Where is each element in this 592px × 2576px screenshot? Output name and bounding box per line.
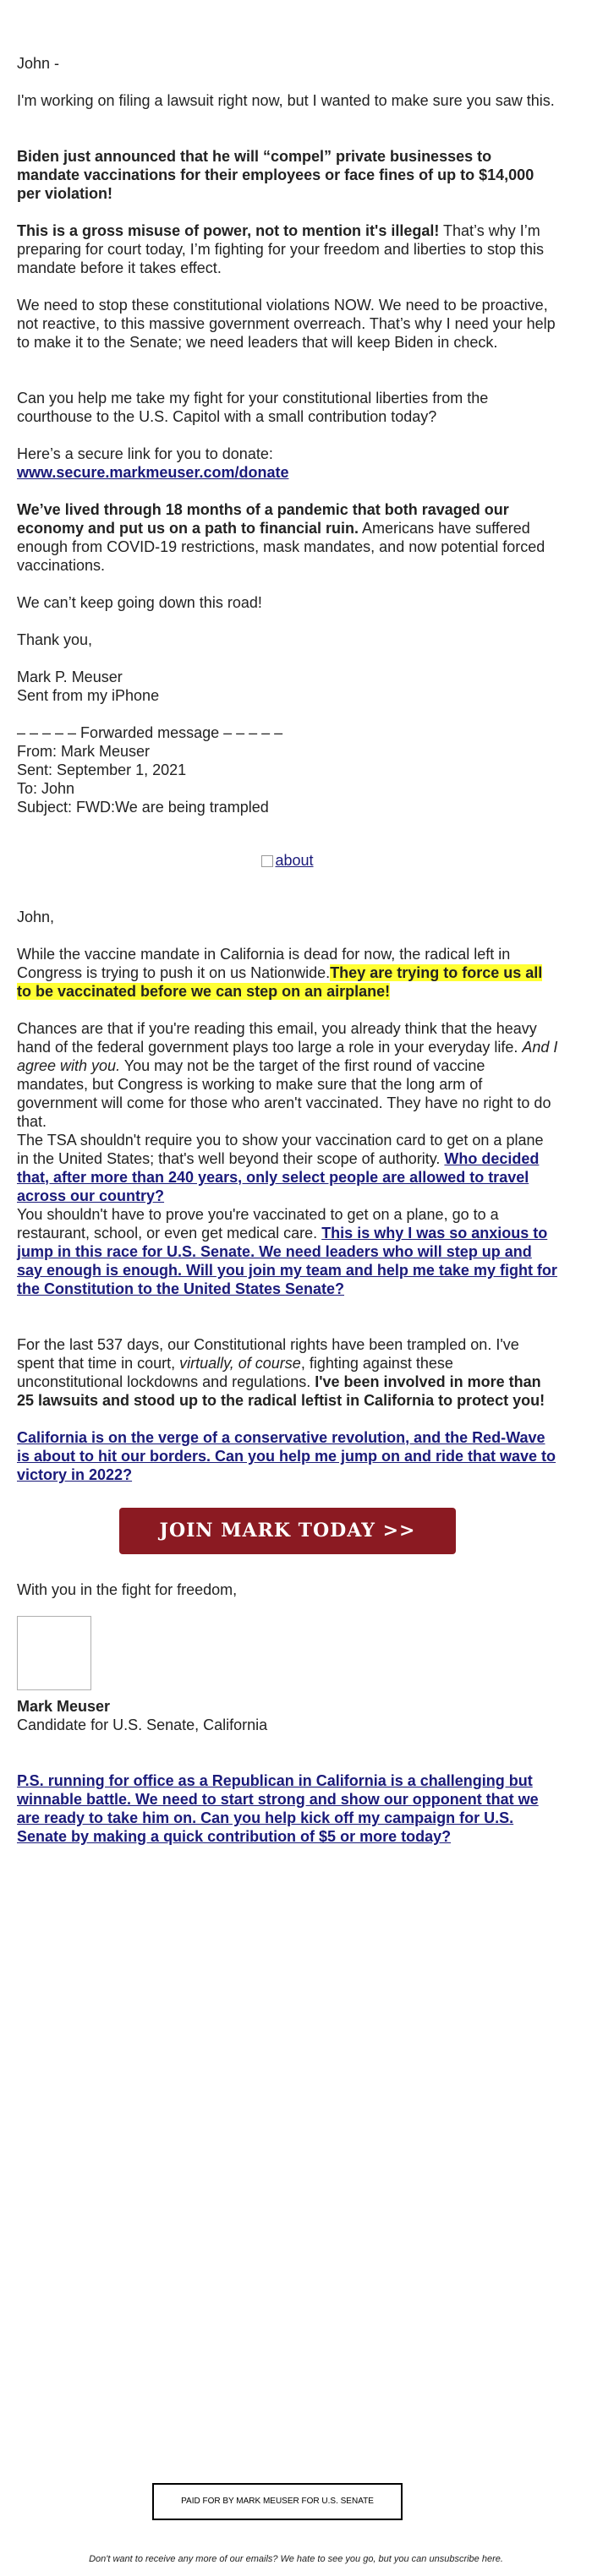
forwarded-subject: Subject: FWD:We are being trampled [17, 799, 269, 816]
join-mark-today-button[interactable]: JOIN MARK TODAY >> [119, 1508, 456, 1554]
broken-image-icon [261, 855, 273, 867]
donate-link[interactable]: www.secure.markmeuser.com/donate [17, 464, 289, 481]
stop-violations-paragraph: We need to stop these constitutional violations NOW. We need to be proactive, not reactive, to this massive government overreach. That’s why I need your help to make it to the Senate; we need leaders that will keep Biden in check. [17, 297, 556, 351]
cta-container [17, 1508, 558, 1554]
about-image-link[interactable] [261, 852, 313, 869]
rights-text-b: , fighting against these unconstitutional lockdowns and regulations. [17, 1355, 453, 1390]
vaccine-mandate-text: While the vaccine mandate in California is dead for now, the radical left in Congress is trying to push it on us Nationwide. [17, 946, 511, 981]
road-paragraph: We can’t keep going down this road! [17, 594, 262, 611]
pandemic-paragraph [17, 500, 558, 575]
misuse-paragraph [17, 221, 558, 277]
join-team-link[interactable]: This is why I was so anxious to jump in this race for U.S. Senate. We need leaders who will step up and say enough is enough. Will you join my team and help me take my fight for the Constitution to the United States Senate? [17, 1225, 557, 1297]
pandemic-rest: Americans have suffered enough from COVID-19 restrictions, mask mandates, and now potential forced vaccinations. [17, 520, 545, 574]
forwarded-from: From: Mark Meuser [17, 743, 151, 760]
rights-italic: virtually, of course [179, 1355, 301, 1372]
thanks: Thank you, [17, 631, 93, 648]
unsubscribe-text[interactable]: Don't want to receive any more of our emails? We hate to see you go, but you can unsubscribe here. [89, 2554, 503, 2564]
greeting-2: John, [17, 909, 55, 925]
greeting: John - [17, 55, 60, 72]
forwarded-header: – – – – – Forwarded message – – – – – [17, 724, 283, 741]
pandemic-bold: We’ve lived through 18 months of a pandemic that both ravaged our economy and put us on a path to financial ruin. [17, 501, 509, 537]
misuse-rest: That’s why I’m preparing for court today, I’m fighting for your freedom and liberties to stop this mandate before it takes effect. [17, 222, 544, 276]
sig-device: Sent from my iPhone [17, 687, 160, 704]
red-wave-link[interactable]: California is on the verge of a conservative revolution, and the Red-Wave is about to hit our borders. Can you help me jump on and ride that wave to victory in 2022? [17, 1429, 556, 1483]
ps-link[interactable]: P.S. running for office as a Republican in California is a challenging but winnable battle. We need to start strong and show our opponent that we are ready to take him on. Can you help kick off my campaign for U.S. Senate by making a quick contribution of $5 or more today? [17, 1772, 539, 1845]
federal-government-paragraph [17, 1019, 558, 1131]
signer-title: Candidate for U.S. Senate, California [17, 1716, 268, 1733]
lawsuits-bold: I've been involved in more than 25 lawsuits and stood up to the radical leftist in California to protect you! [17, 1373, 545, 1409]
tsa-paragraph [17, 1131, 558, 1205]
prove-vaccinated-paragraph [17, 1205, 558, 1298]
signature-image [17, 1616, 91, 1690]
paid-for-disclaimer: PAID FOR BY MARK MEUSER FOR U.S. SENATE [152, 2483, 403, 2520]
closing: With you in the fight for freedom, [17, 1581, 238, 1598]
forwarded-sent: Sent: September 1, 2021 [17, 761, 187, 778]
misuse-bold: This is a gross misuse of power, not to mention it's illegal! [17, 222, 440, 239]
ps-paragraph [17, 1771, 558, 1846]
about-image-container [17, 852, 558, 870]
federal-italic: And I agree with you. [17, 1039, 558, 1074]
rights-trampled-paragraph [17, 1335, 558, 1410]
about-image-alt: about [275, 852, 314, 869]
signer-name: Mark Meuser [17, 1698, 111, 1715]
mandate-announcement: Biden just announced that he will “compel” private businesses to mandate vaccinations for their employees or face fines of up to $14,000 per violation! [17, 148, 534, 202]
red-wave-paragraph [17, 1428, 558, 1484]
vaccine-mandate-paragraph [17, 945, 558, 1001]
intro-paragraph: I'm working on filing a lawsuit right now, but I wanted to make sure you saw this. [17, 92, 555, 109]
federal-text-a: Chances are that if you're reading this email, you already think that the heavy hand of the federal government plays too large a role in your everyday life. [17, 1020, 537, 1056]
forwarded-to: To: John [17, 780, 75, 797]
federal-text-b: You may not be the target of the first round of vaccine mandates, but Congress is working to make sure that the long arm of government will come for those who aren't vaccinated. They have no right to do that. [17, 1057, 551, 1130]
tsa-text: The TSA shouldn't require you to show your vaccination card to get on a plane in the United States; that's well beyond their scope of authority. [17, 1132, 544, 1167]
tsa-link[interactable]: Who decided that, after more than 240 years, only select people are allowed to travel across our country? [17, 1150, 540, 1204]
donate-text: Here’s a secure link for you to donate: [17, 445, 273, 462]
donate-paragraph [17, 445, 558, 482]
airplane-highlight: They are trying to force us all to be vaccinated before we can step on an airplane! [17, 964, 543, 1000]
sig-name: Mark P. Meuser [17, 669, 123, 685]
help-paragraph: Can you help me take my fight for your constitutional liberties from the courthouse to the U.S. Capitol with a small contribution today? [17, 390, 489, 425]
rights-text-a: For the last 537 days, our Constitutional rights have been trampled on. I've spent that time in court, [17, 1336, 519, 1372]
prove-text: You shouldn't have to prove you're vaccinated to get on a plane, go to a restaurant, school, or even get medical care. [17, 1206, 499, 1242]
